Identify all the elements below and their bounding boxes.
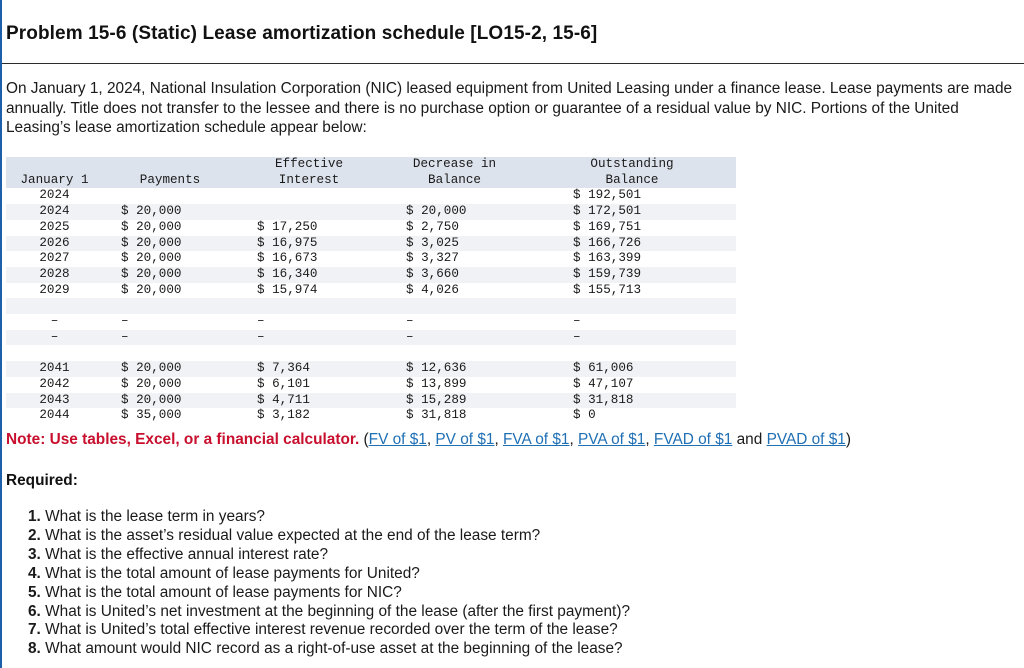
question-item (28, 527, 630, 546)
table-row (6, 188, 736, 204)
question-number: 3. (28, 545, 41, 563)
payment-cell: – (103, 314, 237, 330)
divider (2, 63, 1024, 64)
year-cell: 2025 (6, 220, 103, 236)
question-number: 2. (28, 526, 41, 544)
question-text: What is United’s total effective interest revenue recorded over the term of the lease? (45, 621, 618, 639)
question-number: 5. (28, 583, 41, 601)
payment-cell (103, 298, 237, 314)
balance-cell: – (528, 330, 736, 346)
question-number: 4. (28, 564, 41, 582)
note-label: Note: Use tables, Excel, or a financial calculator. (6, 431, 360, 448)
decrease-cell: $ 2,750 (381, 220, 528, 236)
year-cell: 2029 (6, 283, 103, 299)
note-close: ) (845, 431, 851, 448)
table-row (6, 408, 736, 424)
decrease-cell: $ 15,289 (381, 393, 528, 409)
header-effective-interest: Interest (237, 173, 381, 189)
interest-cell: $ 7,364 (237, 361, 381, 377)
decrease-cell: $ 3,660 (381, 267, 528, 283)
balance-cell: $ 47,107 (528, 377, 736, 393)
year-cell: 2028 (6, 267, 103, 283)
page-title: Problem 15-6 (Static) Lease amortization schedule [LO15-2, 15-6] (6, 23, 598, 44)
year-cell: 2027 (6, 251, 103, 267)
link-fva-of-1[interactable]: FVA of $1 (503, 431, 570, 448)
link-fv-of-1[interactable]: FV of $1 (368, 431, 427, 448)
note-sep: , (426, 431, 436, 448)
header-payments: Payments (103, 173, 237, 189)
payment-cell: $ 20,000 (103, 377, 237, 393)
header-top-cell: Decrease in (381, 157, 528, 173)
table-row (6, 377, 736, 393)
table-row (6, 393, 736, 409)
decrease-cell: $ 3,327 (381, 251, 528, 267)
note-sep: , (569, 431, 579, 448)
interest-cell: $ 17,250 (237, 220, 381, 236)
decrease-cell: $ 20,000 (381, 204, 528, 220)
link-fvad-of-1[interactable]: FVAD of $1 (653, 431, 733, 448)
decrease-cell: $ 12,636 (381, 361, 528, 377)
required-heading: Required: (6, 472, 78, 489)
question-item (28, 640, 630, 659)
payment-cell: $ 20,000 (103, 283, 237, 299)
interest-cell: – (237, 314, 381, 330)
header-top-cell: Outstanding (528, 157, 736, 173)
table-row (6, 283, 736, 299)
link-pva-of-1[interactable]: PVA of $1 (578, 431, 646, 448)
balance-cell: $ 0 (528, 408, 736, 424)
interest-cell: $ 6,101 (237, 377, 381, 393)
year-cell: 2026 (6, 236, 103, 252)
balance-cell: $ 61,006 (528, 361, 736, 377)
decrease-cell: $ 3,025 (381, 236, 528, 252)
interest-cell: $ 3,182 (237, 408, 381, 424)
question-text: What is the total amount of lease payments for United? (45, 564, 420, 582)
payment-cell (103, 188, 237, 204)
table-header-row-top (6, 157, 736, 173)
balance-cell (528, 345, 736, 361)
payment-cell: $ 20,000 (103, 393, 237, 409)
interest-cell: $ 4,711 (237, 393, 381, 409)
table-row (6, 361, 736, 377)
note-and: and (732, 431, 767, 448)
question-item (28, 508, 630, 527)
year-cell: 2042 (6, 377, 103, 393)
interest-cell: $ 16,340 (237, 267, 381, 283)
question-number: 6. (28, 602, 41, 620)
table-row (6, 314, 736, 330)
year-cell: 2024 (6, 204, 103, 220)
table-header-row-bottom (6, 173, 736, 189)
interest-cell: – (237, 330, 381, 346)
balance-cell: $ 155,713 (528, 283, 736, 299)
question-item (28, 565, 630, 584)
decrease-cell (381, 298, 528, 314)
balance-cell: $ 169,751 (528, 220, 736, 236)
balance-cell: $ 163,399 (528, 251, 736, 267)
link-pvad-of-1[interactable]: PVAD of $1 (766, 431, 846, 448)
table-row (6, 251, 736, 267)
header-decrease-in-balance: Balance (381, 173, 528, 189)
interest-cell: $ 16,975 (237, 236, 381, 252)
table-row (6, 236, 736, 252)
left-accent-bar (0, 0, 2, 668)
decrease-cell: – (381, 330, 528, 346)
header-outstanding-balance: Balance (528, 173, 736, 189)
question-text: What is United’s net investment at the beginning of the lease (after the first payment)? (45, 602, 630, 620)
interest-cell: $ 16,673 (237, 251, 381, 267)
intro-paragraph: On January 1, 2024, National Insulation Corporation (NIC) leased equipment from United Leasing under a finance lease. Lease payments are made annually. Title does not transfer to the lessee and there is no purchase option or guarantee of a residual value by NIC. Portions of the United Leasing’s lease amortization schedule appear below: (6, 80, 1013, 136)
year-cell: 2024 (6, 188, 103, 204)
question-text: What is the total amount of lease payments for NIC? (45, 583, 402, 601)
year-cell: – (6, 314, 103, 330)
year-cell (6, 345, 103, 361)
question-number: 8. (28, 640, 41, 658)
link-pv-of-1[interactable]: PV of $1 (435, 431, 495, 448)
year-cell (6, 298, 103, 314)
year-cell: 2044 (6, 408, 103, 424)
question-item (28, 584, 630, 603)
interest-cell (237, 298, 381, 314)
question-text: What is the effective annual interest rate? (45, 545, 329, 563)
interest-cell (237, 345, 381, 361)
note-open: ( (359, 431, 369, 448)
table-row (6, 267, 736, 283)
question-text: What amount would NIC record as a right-of-use asset at the beginning of the lease? (45, 640, 623, 658)
payment-cell: $ 35,000 (103, 408, 237, 424)
question-item (28, 621, 630, 640)
payment-cell: $ 20,000 (103, 267, 237, 283)
interest-cell: $ 15,974 (237, 283, 381, 299)
decrease-cell (381, 188, 528, 204)
payment-cell: $ 20,000 (103, 251, 237, 267)
decrease-cell (381, 345, 528, 361)
payment-cell: – (103, 330, 237, 346)
note-sep: , (645, 431, 654, 448)
balance-cell: $ 159,739 (528, 267, 736, 283)
payment-cell: $ 20,000 (103, 204, 237, 220)
table-row (6, 330, 736, 346)
header-top-cell (103, 157, 237, 173)
table-row (6, 298, 736, 314)
year-cell: 2043 (6, 393, 103, 409)
note-line (6, 431, 851, 449)
question-item (28, 603, 630, 622)
table-row (6, 204, 736, 220)
balance-cell: $ 192,501 (528, 188, 736, 204)
header-january-1: January 1 (6, 173, 103, 189)
interest-cell (237, 188, 381, 204)
payment-cell (103, 345, 237, 361)
question-text: What is the asset’s residual value expected at the end of the lease term? (45, 526, 541, 544)
question-number: 1. (28, 508, 41, 525)
balance-cell (528, 298, 736, 314)
balance-cell: $ 166,726 (528, 236, 736, 252)
header-top-cell: Effective (237, 157, 381, 173)
balance-cell: – (528, 314, 736, 330)
interest-cell (237, 204, 381, 220)
payment-cell: $ 20,000 (103, 361, 237, 377)
payment-cell: $ 20,000 (103, 236, 237, 252)
amortization-table (6, 157, 736, 424)
balance-cell: $ 31,818 (528, 393, 736, 409)
header-top-cell (6, 157, 103, 173)
table-row (6, 220, 736, 236)
question-item (28, 546, 630, 565)
balance-cell: $ 172,501 (528, 204, 736, 220)
year-cell: – (6, 330, 103, 346)
payment-cell: $ 20,000 (103, 220, 237, 236)
question-list (28, 508, 630, 659)
decrease-cell: $ 4,026 (381, 283, 528, 299)
question-number: 7. (28, 621, 41, 639)
table-row (6, 345, 736, 361)
decrease-cell: $ 31,818 (381, 408, 528, 424)
decrease-cell: – (381, 314, 528, 330)
table-body (6, 188, 736, 424)
question-text: What is the lease term in years? (45, 508, 265, 525)
year-cell: 2041 (6, 361, 103, 377)
note-sep: , (494, 431, 504, 448)
decrease-cell: $ 13,899 (381, 377, 528, 393)
